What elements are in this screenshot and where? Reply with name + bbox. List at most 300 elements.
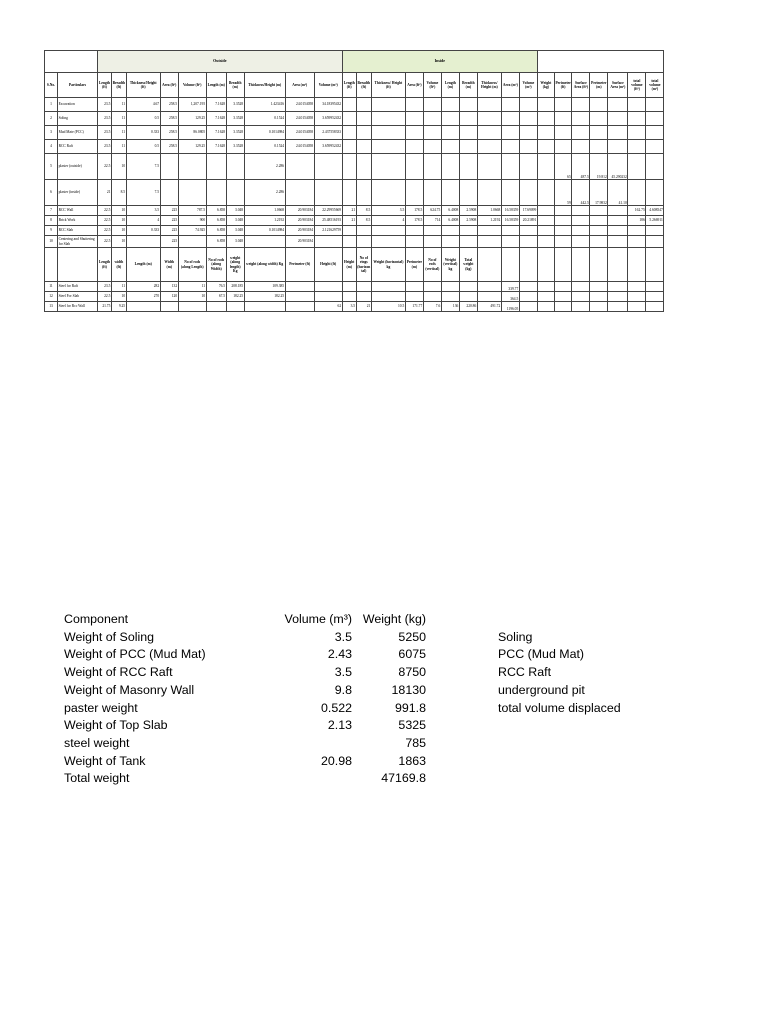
steel-cell [285,282,314,292]
summary-volume: 9.8 [334,682,352,697]
summary-row [64,683,664,701]
table-cell [537,226,554,236]
steel-cell [572,282,590,292]
column-header: Particulars [58,73,98,98]
table-cell [572,236,590,248]
table-cell [554,126,571,140]
summary-note: underground pit [498,682,585,697]
summary-weight: 5250 [398,629,426,644]
estimate-spreadsheet [44,50,664,312]
table-row [45,98,664,112]
steel-row [45,282,664,292]
table-cell: 0.333 [126,126,160,140]
column-header: Length (m) [206,73,226,98]
steel-cell: 282 [126,282,160,292]
table-cell: 2 [45,112,58,126]
table-cell: 3.048 [226,206,244,216]
table-cell [459,154,477,180]
table-cell: 2.5908 [459,216,477,226]
table-cell [537,126,554,140]
steel-cell [608,302,628,312]
table-cell: 11 [112,98,127,112]
steel-column-header [608,248,628,282]
steel-column-header [519,248,537,282]
steel-column-header: weight (along length) Kg [226,248,244,282]
table-cell [459,226,477,236]
table-cell [459,98,477,112]
table-cell: 19.812 [590,154,608,180]
table-cell [519,180,537,206]
table-cell [572,140,590,154]
column-header: Perimeter (ft) [554,73,571,98]
steel-cell: 11 [112,282,127,292]
table-cell: 24.0154058 [285,98,314,112]
table-cell: 6.4008 [441,206,459,216]
table-cell: 2.286 [244,154,285,180]
steel-cell: 21.75 [98,302,112,312]
column-header: Breadth (m) [226,73,244,98]
group-header-row [45,51,664,73]
steel-cell [226,302,244,312]
summary-component: Weight of Top Slab [64,718,168,733]
table-cell [608,98,628,112]
table-cell [590,236,608,248]
table-cell [342,98,356,112]
table-cell [572,216,590,226]
table-cell [459,180,477,206]
table-cell [314,180,342,206]
table-cell [178,180,206,206]
summary-row [64,647,664,665]
table-cell: Centering and Shuttering for Slab [58,236,98,248]
column-header: Weight (kg) [537,73,554,98]
table-cell [628,126,646,140]
column-header: Surface Area (m²) [608,73,628,98]
steel-cell: 13 [45,302,58,312]
table-cell: 22.29955669 [314,206,342,216]
steel-cell: 11 [178,282,206,292]
table-cell [459,236,477,248]
steel-cell [244,302,285,312]
table-cell [371,98,405,112]
steel-cell: 23.5 [98,282,112,292]
table-cell: 9 [45,226,58,236]
steel-cell: 7.6 [423,302,441,312]
table-cell: 8 [45,216,58,226]
table-cell [441,180,459,206]
table-row [45,112,664,126]
table-cell [405,112,423,126]
column-header: Length (ft) [342,73,356,98]
summary-component: paster weight [64,700,138,715]
table-cell: RCC Raft [58,140,98,154]
column-header: Volume (m³) [314,73,342,98]
column-header: total volume (ft³) [628,73,646,98]
summary-row [64,771,664,789]
table-cell: 258.5 [160,126,178,140]
table-cell [537,216,554,226]
steel-column-header: Weight (horizontal) kg [371,248,405,282]
table-cell [554,216,571,226]
table-cell: 8.5 [112,180,127,206]
table-cell [342,126,356,140]
table-cell [244,236,285,248]
table-cell [356,226,371,236]
table-cell [206,154,226,180]
steel-column-header [572,248,590,282]
table-cell [423,126,441,140]
table-cell [628,226,646,236]
steel-cell: 9.25 [112,302,127,312]
table-cell [628,236,646,248]
table-cell: 2.5908 [459,206,477,216]
table-cell [356,154,371,180]
table-cell [537,112,554,126]
table-cell [537,154,554,180]
table-cell: 41.10 [608,180,628,206]
table-cell: 8.5 [356,206,371,216]
table-cell [590,126,608,140]
steel-column-header [537,248,554,282]
table-cell [519,98,537,112]
table-cell: 3.048 [226,236,244,248]
column-header: Breadth (ft) [112,73,127,98]
table-cell [608,112,628,126]
table-cell [206,180,226,206]
table-cell [441,140,459,154]
steel-column-header: No of rings (horizon tal) [356,248,371,282]
table-cell [590,98,608,112]
summary-header [64,612,664,630]
steel-cell: 76.5 [206,282,226,292]
steel-column-header: Height (ft) [314,248,342,282]
table-cell: 0.5 [126,112,160,126]
table-cell [646,98,664,112]
table-cell: 45.290232 [608,154,628,180]
steel-cell: 208.185 [226,282,244,292]
summary-volume: 3.5 [334,629,352,644]
summary-weight: 785 [405,735,426,750]
table-cell: 6.858 [206,206,226,216]
summary-header-volume: Volume (m³) [284,612,352,626]
steel-cell [371,282,405,292]
table-cell: 23.5 [98,98,112,112]
table-cell [628,112,646,126]
steel-column-header: Length (m) [126,248,160,282]
table-cell [608,140,628,154]
steel-cell: 109.385 [244,282,285,292]
table-cell: 442.5 [572,180,590,206]
steel-cell: 132 [160,282,178,292]
table-cell: 6.858 [206,226,226,236]
table-cell: 3.659952432 [314,140,342,154]
table-cell [459,112,477,126]
table-cell: 0.333 [126,226,160,236]
table-cell: 3 [45,126,58,140]
column-header: Area (m²) [501,73,519,98]
table-cell: 10 [112,216,127,226]
table-cell: 1,207.195 [178,98,206,112]
table-cell [537,206,554,216]
table-cell [519,154,537,180]
table-cell: 7.1628 [206,112,226,126]
steel-cell [537,292,554,302]
table-cell: RCC Slab [58,226,98,236]
column-header: Perimeter (m) [590,73,608,98]
table-cell: 21 [342,216,356,226]
table-cell [423,140,441,154]
table-cell [590,140,608,154]
table-cell [554,98,571,112]
table-cell [628,180,646,206]
summary-component: Weight of Soling [64,629,155,644]
steel-cell: Steel for Raft [58,282,98,292]
table-cell: 22.5 [98,154,112,180]
table-cell: 2.286 [244,180,285,206]
table-cell: 3.5 [371,206,405,216]
steel-header-row [45,248,664,282]
table-cell: 22.5 [98,206,112,216]
steel-column-header [58,248,98,282]
table-cell: Excavation [58,98,98,112]
steel-column-header [628,248,646,282]
table-cell [342,180,356,206]
table-cell: 5.266911 [646,216,664,226]
table-cell [608,126,628,140]
table-cell [608,206,628,216]
steel-cell: 10 [178,292,206,302]
table-cell [441,154,459,180]
summary-row [64,630,664,648]
summary-weight: 991.8 [394,700,426,715]
table-row [45,154,664,180]
table-cell [477,154,501,180]
table-cell: 7 [45,206,58,216]
steel-row [45,292,664,302]
table-cell [608,236,628,248]
table-cell: 1.2192 [477,216,501,226]
table-cell [501,140,519,154]
column-header: Volume (m³) [519,73,537,98]
table-cell [405,236,423,248]
steel-column-header: weight (along width) Kg [244,248,285,282]
table-cell: 2.121629759 [314,226,342,236]
table-cell [371,180,405,206]
table-cell: 258.5 [160,140,178,154]
table-cell [405,126,423,140]
steel-cell: 21 [356,302,371,312]
steel-cell [646,302,664,312]
table-cell: 1.0668 [244,206,285,216]
column-header: Area (ft²) [405,73,423,98]
steel-column-header [590,248,608,282]
table-cell: 129.25 [178,112,206,126]
table-cell [356,236,371,248]
table-cell: 4.67 [126,98,160,112]
table-cell: 20.903184 [285,216,314,226]
steel-cell: 12 [45,292,58,302]
table-cell [405,180,423,206]
steel-cell: 364.5 [501,292,519,302]
table-cell: 20.903184 [285,226,314,236]
steel-cell: 10.5 [371,302,405,312]
steel-cell [628,292,646,302]
table-cell: 4 [371,216,405,226]
table-cell [572,226,590,236]
table-cell: 59 [554,180,571,206]
steel-cell [356,282,371,292]
table-cell [356,112,371,126]
column-header: Length (ft) [98,73,112,98]
table-cell [423,112,441,126]
summary-row [64,701,664,719]
steel-column-header: No of rods (vertical) [423,248,441,282]
table-cell: Soling [58,112,98,126]
steel-cell [405,292,423,302]
table-cell: 17.69099 [519,206,537,216]
table-cell [501,98,519,112]
steel-cell [590,282,608,292]
table-cell [314,236,342,248]
table-cell: 1.0668 [477,206,501,216]
table-cell [477,98,501,112]
summary-row [64,665,664,683]
table-cell [477,126,501,140]
summary-component: steel weight [64,735,130,750]
table-cell: 3.3528 [226,112,244,126]
table-cell: 10 [45,236,58,248]
table-cell: 6.858 [206,236,226,248]
table-cell: 1.423416 [244,98,285,112]
table-cell [356,140,371,154]
table-cell [537,180,554,206]
table-cell [572,112,590,126]
steel-cell [342,282,356,292]
table-cell: 10 [112,236,127,248]
table-cell: 1.2192 [244,216,285,226]
table-cell [628,154,646,180]
steel-cell [314,282,342,292]
group-outside: Outside [98,51,343,73]
steel-cell [519,292,537,302]
table-cell [342,140,356,154]
table-cell [477,140,501,154]
table-cell [285,154,314,180]
table-cell [423,98,441,112]
group-inside: Inside [342,51,537,73]
table-cell: 10 [112,206,127,216]
steel-column-header: width (ft) [112,248,127,282]
steel-cell [628,282,646,292]
table-cell [519,140,537,154]
steel-cell [519,302,537,312]
table-row [45,140,664,154]
steel-cell [646,282,664,292]
steel-cell [608,282,628,292]
summary-row [64,718,664,736]
steel-cell [459,282,477,292]
table-cell [356,180,371,206]
column-header: Thickness/Height (m) [244,73,285,98]
table-cell: 21 [342,206,356,216]
table-cell: 225 [160,206,178,216]
table-cell [160,180,178,206]
table-cell: 3.3528 [226,140,244,154]
steel-cell [356,292,371,302]
table-cell: 4.608547 [646,206,664,216]
summary-row [64,754,664,772]
table-cell [646,140,664,154]
table-cell: 7.1628 [206,126,226,140]
table-cell [178,154,206,180]
table-cell [537,140,554,154]
steel-cell: 182.25 [226,292,244,302]
table-cell: 22.5 [98,226,112,236]
summary-volume: 20.98 [320,753,352,768]
table-cell: 6.4008 [441,216,459,226]
table-cell: 129.25 [178,140,206,154]
table-cell [160,154,178,180]
column-header: Breadth (ft) [356,73,371,98]
steel-cell [206,302,226,312]
table-cell [554,140,571,154]
steel-cell: 120 [160,292,178,302]
summary-note: PCC (Mud Mat) [498,647,585,662]
column-header: S.No. [45,73,58,98]
table-cell: Mud Mate (PCC) [58,126,98,140]
table-cell: plaster (outside) [58,154,98,180]
table-cell: 4 [126,216,160,226]
summary-weight: 6075 [398,647,426,662]
table-row [45,126,664,140]
table-cell: 4 [45,140,58,154]
table-cell: 186 [628,216,646,226]
summary-volume: 0.522 [320,700,352,715]
table-cell [628,140,646,154]
steel-cell: 491.72 [477,302,501,312]
table-cell: 10 [112,154,127,180]
steel-cell [628,302,646,312]
table-cell: 7.1628 [206,98,226,112]
table-cell: 900 [178,216,206,226]
table-cell [646,126,664,140]
steel-column-header: Weight (vertical) kg [441,248,459,282]
table-cell: 225 [160,236,178,248]
table-cell [646,180,664,206]
table-cell [608,226,628,236]
steel-cell [537,282,554,292]
steel-cell [572,292,590,302]
table-cell [356,126,371,140]
steel-cell [646,292,664,302]
summary-weight: 5325 [398,718,426,733]
steel-cell [441,292,459,302]
summary-volume: 2.13 [327,718,352,733]
table-cell [459,126,477,140]
table-cell [126,236,160,248]
steel-cell: Steel For Slab [58,292,98,302]
table-cell: 34.18395432 [314,98,342,112]
steel-cell [477,282,501,292]
table-cell [371,226,405,236]
table-cell: 6.858 [206,216,226,226]
summary-header-weight: Weight (kg) [362,612,426,626]
steel-cell [537,302,554,312]
table-cell: 2.437558333 [314,126,342,140]
table-cell: 0.1014984 [244,226,285,236]
table-cell: 11 [112,140,127,154]
steel-cell [590,292,608,302]
